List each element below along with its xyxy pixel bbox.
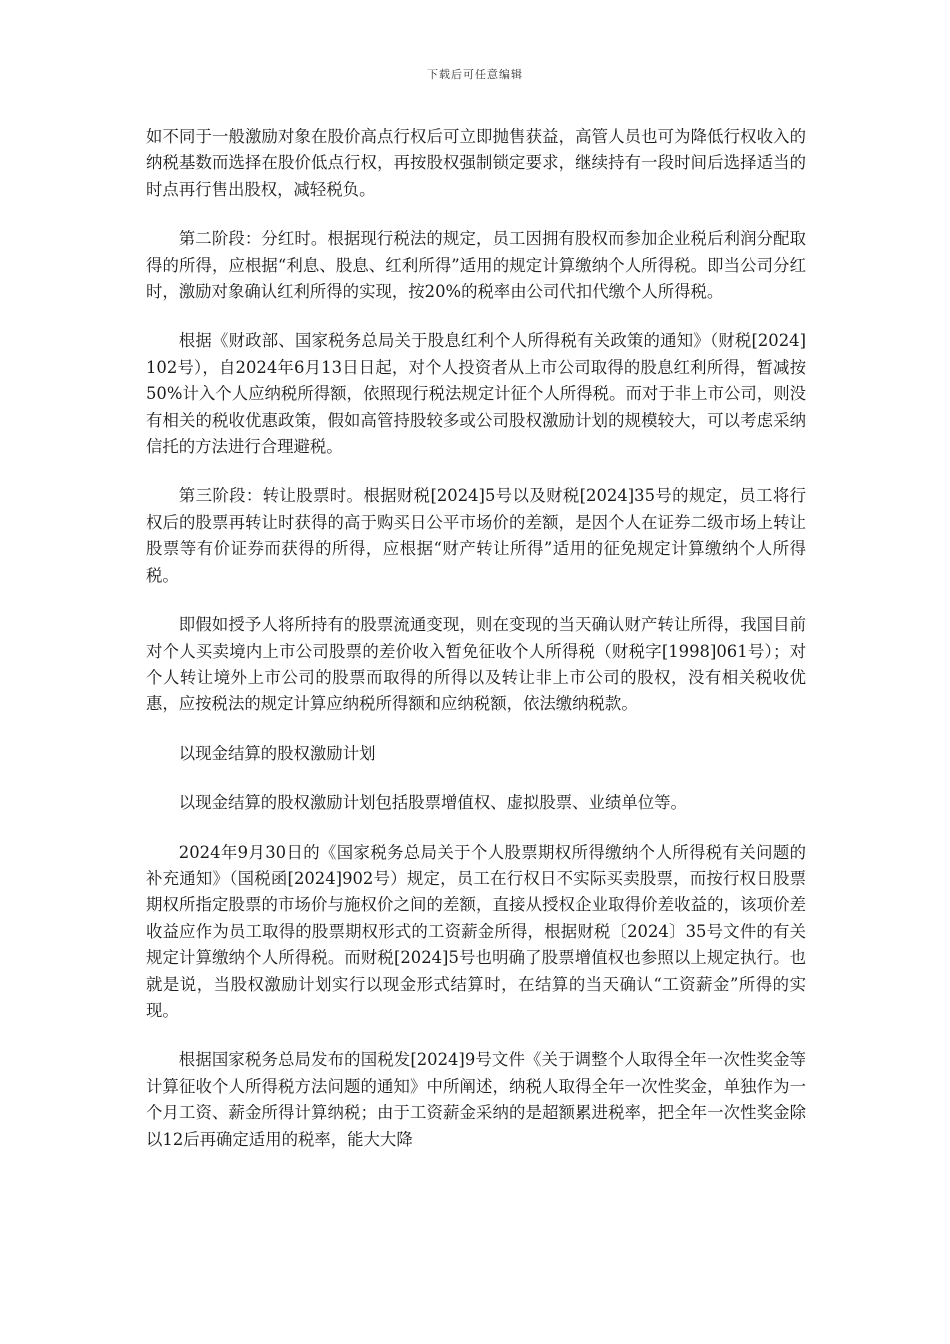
paragraph-2: 第二阶段：分红时。根据现行税法的规定，员工因拥有股权而参加企业税后利润分配取得的所得，应根据“利息、股息、红利所得”适用的规定计算缴纳个人所得税。即当公司分红时，激励对象确认红利所得的实现，按20%的税率由公司代扣代缴个人所得税。 xyxy=(146,229,806,302)
paragraph-3: 根据《财政部、国家税务总局关于股息红利个人所得税有关政策的通知》（财税[2024]102号），自2024年6月13日日起，对个人投资者从上市公司取得的股息红利所得，暂减按50%计入个人应纳税所得额，依照现行税法规定计征个人所得税。而对于非上市公司，则没有相关的税收优惠政策，假如高管持股较多或公司股权激励计划的规模较大，可以考虑采纳信托的方法进行合理避税。 xyxy=(146,331,806,457)
paragraph-5: 即假如授予人将所持有的股票流通变现，则在变现的当天确认财产转让所得，我国目前对个人买卖境内上市公司股票的差价收入暂免征收个人所得税（财税字[1998]061号）；对个人转让境外上市公司的股票而取得的所得以及转让非上市公司的股权，没有相关税收优惠，应按税法的规定计算应纳税所得额和应纳税额，依法缴纳税款。 xyxy=(146,615,806,714)
section-heading: 以现金结算的股权激励计划 xyxy=(178,743,376,763)
paragraph-4: 第三阶段：转让股票时。根据财税[2024]5号以及财税[2024]35号的规定，员工将行权后的股票再转让时获得的高于购买日公平市场价的差额，是因个人在证券二级市场上转让股票等有价证券而获得的所得，应根据“财产转让所得”适用的征免规定计算缴纳个人所得税。 xyxy=(146,486,806,585)
paragraph-7: 以现金结算的股权激励计划包括股票增值权、虚拟股票、业绩单位等。 xyxy=(178,793,687,813)
document-body xyxy=(146,124,806,1176)
page-header: 下载后可任意编辑 xyxy=(427,68,523,81)
paragraph-8: 2024年9月30日的《国家税务总局关于个人股票期权所得缴纳个人所得税有关问题的补充通知》（国税函[2024]902号）规定，员工在行权日不实际买卖股票，而按行权日股票期权所指定股票的市场价与施权价之间的差额，直接从授权企业取得价差收益的，该项价差收益应作为员工取得的股票期权形式的工资薪金所得，根据财税〔2024〕35号文件的有关规定计算缴纳个人所得税。而财税[2024]5号也明确了股票增值权也参照以上规定执行。也就是说，当股权激励计划实行以现金形式结算时，在结算的当天确认“工资薪金”所得的实现。 xyxy=(146,842,806,1020)
paragraph-1: 如不同于一般激励对象在股价高点行权后可立即抛售获益，高管人员也可为降低行权收入的纳税基数而选择在股价低点行权，再按股权强制锁定要求，继续持有一段时间后选择适当的时点再行售出股权，减轻税负。 xyxy=(146,127,806,199)
paragraph-9: 根据国家税务总局发布的国税发[2024]9号文件《关于调整个人取得全年一次性奖金等计算征收个人所得税方法问题的通知》中所阐述，纳税人取得全年一次性奖金，单独作为一个月工资、薪金所得计算纳税；由于工资薪金采纳的是超额累进税率，把全年一次性奖金除以12后再确定适用的税率，能大大降 xyxy=(146,1050,806,1149)
